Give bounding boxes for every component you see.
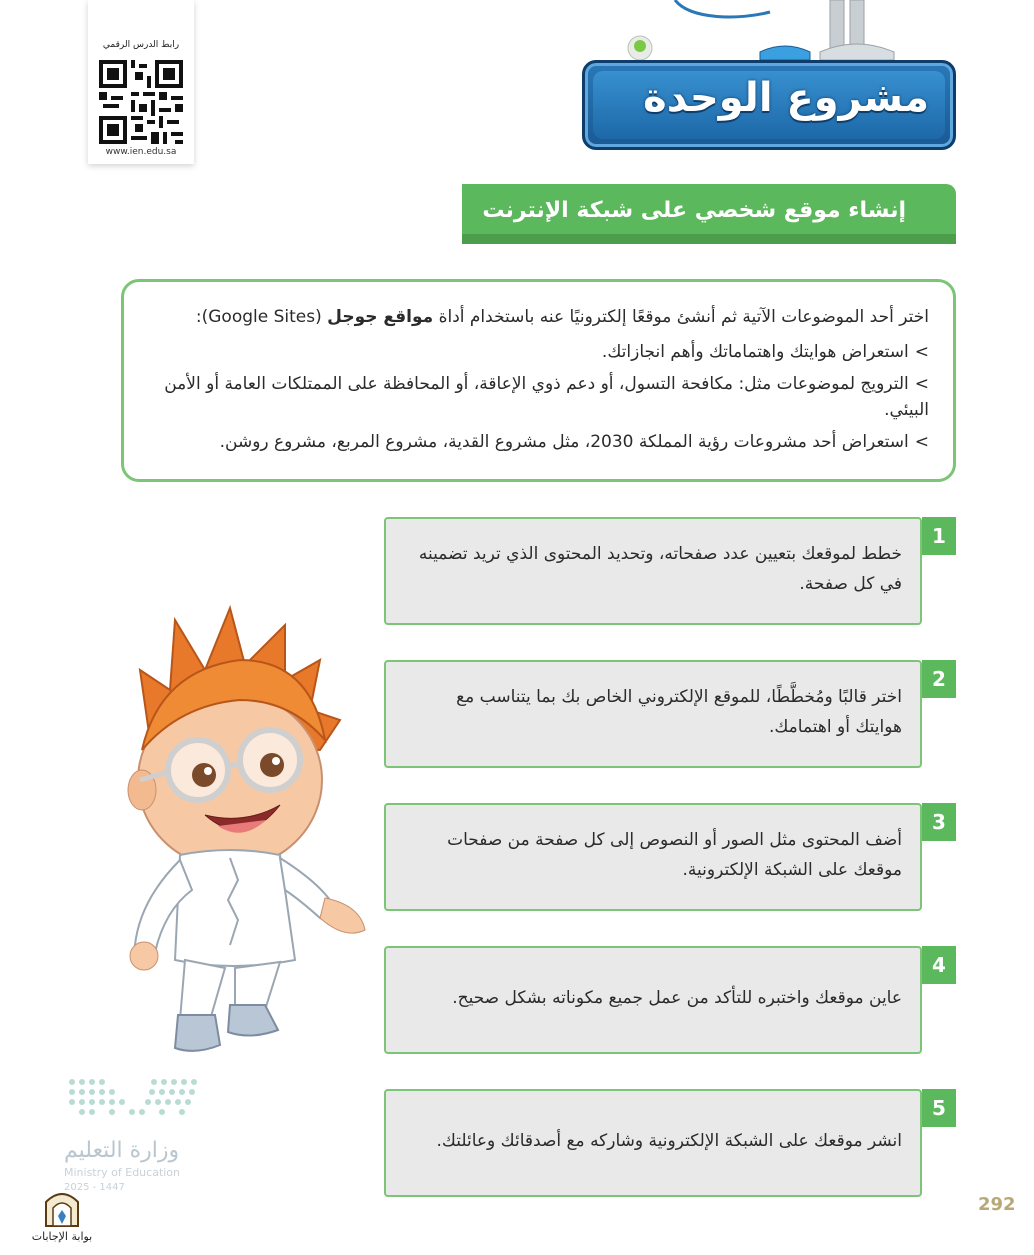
qr-url[interactable]: www.ien.edu.sa [105,147,177,157]
step-3 [384,803,956,911]
qr-label: رابط الدرس الرقمي [102,40,180,50]
intro-box [121,279,956,482]
subtitle: إنشاء موقع شخصي على شبكة الإنترنت [482,198,906,223]
ministry-logo [60,1076,210,1196]
subtitle-tab [462,184,956,244]
list-item: >استعراض هوايتك واهتماماتك وأهم انجازاتك. [601,342,929,362]
step-text: اختر قالبًا ومُخطَّطًا، للموقع الإلكتروني الخاص بك بما يتناسب مع هوايتك أو اهتمامك. [456,687,902,737]
list-item: >الترويج لموضوعات مثل: مكافحة التسول، أو دعم ذوي الإعاقة، أو المحافظة على الممتلكات العامة أو الأمن البيئي. [164,374,929,420]
ministry-name-en: Ministry of Education [64,1166,181,1179]
watermark-text: بوابة الإجابات [31,1230,93,1243]
intro-lead: اختر أحد الموضوعات الآتية ثم أنشئ موقعًا إلكترونيًا عنه باستخدام أداة مواقع جوجل (Google Sites): [195,307,929,327]
ministry-dots-icon [64,1076,204,1126]
ministry-year: 2025 - 1447 [64,1182,125,1193]
step-number: 4 [922,946,956,984]
qr-card[interactable] [88,0,194,164]
step-4 [384,946,956,1054]
step-text: خطط لموقعك بتعيين عدد صفحاته، وتحديد المحتوى الذي تريد تضمينه في كل صفحة. [418,544,902,594]
ministry-name-ar: وزارة التعليم [64,1138,180,1163]
step-number: 2 [922,660,956,698]
step-number: 5 [922,1089,956,1127]
step-text: عاين موقعك واختبره للتأكد من عمل جميع مكوناته بشكل صحيح. [452,988,902,1008]
topic-list [152,339,929,455]
page-title: مشروع الوحدة [643,75,929,121]
step-text: انشر موقعك على الشبكة الإلكترونية وشاركه مع أصدقائك وعائلتك. [436,1131,902,1151]
step-5 [384,1089,956,1197]
step-2 [384,660,956,768]
step-number: 3 [922,803,956,841]
step-1 [384,517,956,625]
list-item: >استعراض أحد مشروعات رؤية المملكة 2030، مثل مشروع القدية، مشروع المربع، مشروع روشن. [219,432,929,452]
step-number: 1 [922,517,956,555]
intro-lead-bold: مواقع جوجل [327,307,434,327]
gate-icon [43,1186,81,1228]
title-banner [582,60,956,150]
step-text: أضف المحتوى مثل الصور أو النصوص إلى كل صفحة من صفحات موقعك على الشبكة الإلكترونية. [447,830,902,880]
qr-code-icon[interactable] [99,60,183,144]
page-number: 292 [978,1194,1016,1215]
watermark [28,1186,96,1248]
boy-character-illustration [120,600,380,1070]
